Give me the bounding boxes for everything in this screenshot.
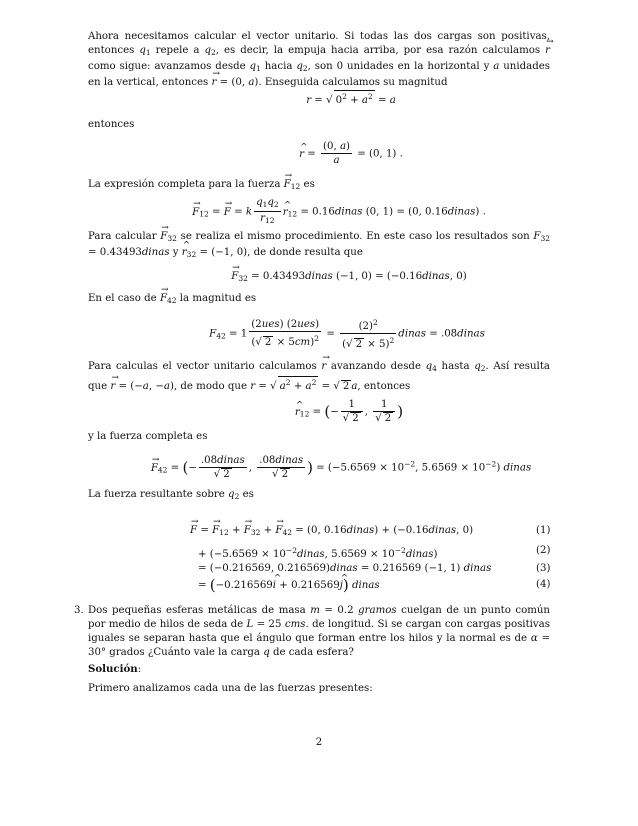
equation-r-magnitude: r = √ $0^2 + a^2 = a$: [306, 92, 396, 106]
equation-number-2: (2): [536, 545, 551, 556]
equation-line-1: → F = → $F_{12}$ + → $F_{32}$ + → $F_{42} = (0$, 0.16dinas) + (−0.16dinas, 0): [190, 524, 473, 540]
paragraph-force-complete: y la fuerza completa es: [88, 431, 208, 442]
paragraph-resultant: La fuerza resultante sobre $q_2$ es: [88, 489, 254, 501]
paragraph-unit-vector: Ahora necesitamos calcular el vector unitario. Si todas las dos cargas son positivas, entonces $q_1$ repele a $q_2$, es decir, la empuja hacia arriba, por esa razón calculamos → r como sigue: avanzamos desde $q_1$ hacia $q_2$, son 0 unidades en la horizontal y a unidades en la vertical, entonces → r = (0, a). Enseguida calculamos su magnitud: [88, 30, 550, 90]
equation-F42-vector: → $F_{42}$ = (− $\frac{\text{.08dinas}}{√ 2}$ , $\frac{\text{.08dinas}}{√ 2}$ ) = ($-5.6569 \times 10^{-2}$, $5.6569 \times 10^{-2}$) dinas: [0, 454, 638, 481]
paragraph-F32: Para calcular → $F_{32}$ se realiza el mismo procedimiento. En este caso los resultados son $F_{32}$ = 0.43493dinas y ^ $r_{32} = (-1$, 0), de donde resulta que: [88, 230, 550, 262]
equation-r12: ^ $r_{12}$ = (− $\frac{1}{√ 2}$ , $\frac{1}{√ 2}$ ): [0, 398, 638, 425]
problem-3-statement: Dos pequeñas esferas metálicas de masa m = 0.2 gramos cuelgan de un punto común por medio de hilos de seda de L = 25 cms. de longitud. Si se cargan con cargas positivas iguales se separan hasta que el ángulo que forman entre los hilos y la normal es de α = 30° grados ¿Cuánto vale la carga q de cada esfera?: [88, 605, 550, 658]
item-number: 3.: [74, 605, 84, 616]
solution-heading: Solución:: [88, 663, 142, 675]
page-number: 2: [315, 737, 323, 748]
equation-F12: → $F_{12}$ = → F = k $\frac{q_1q_2}{r_{12}}$ ^ $r_{12}$ = 0.16dinas (0, 1) = (0, 0.16dinas) .: [0, 196, 638, 227]
equation-number-1: (1): [536, 525, 551, 536]
equation-r-hat: ^ r = $\frac{(0, a)}{a}$ = (0, 1) .: [0, 140, 638, 167]
solution-label: Solución: [88, 663, 138, 675]
text-entonces: entonces: [88, 119, 135, 130]
paragraph-F42-intro: En el caso de → $F_{42}$ la magnitud es: [88, 292, 550, 308]
equation-F42-magnitude: $F_{42} = 1$ $\frac{\text{(2ues) (2ues)}}{(√ 2 \times 5cm)^2}$ = $\frac{(2)^2}{(√ 2 \times 5)^2}$ dinas = .08dinas: [209, 318, 485, 350]
equation-line-4: = (−0.216569^ i + 0.216569^ j) dinas: [198, 578, 380, 593]
equation-line-3: = (−0.216569, 0.216569)dinas = 0.216569 (−1, 1) dinas: [198, 563, 492, 574]
equation-line-2: + ($-5.6569 \times 10^{-2}dinas$, $5.6569 \times 10^{-2}dinas$): [198, 546, 438, 560]
equation-number-4: (4): [536, 579, 551, 590]
equation-F32: → $F_{32}$ = 0.43493dinas (−1, 0) = (−0.16dinas, 0): [0, 270, 638, 286]
equation-number-3: (3): [536, 563, 551, 574]
paragraph-r42: Para calculas el vector unitario calculamos → r avanzando desde $q_4$ hasta $q_2$. Así resulta que → r = (−a, −a), de modo que r = √ $a^2 + a^2$ = √ 2 a, entonces: [88, 360, 550, 394]
paragraph-forces: Primero analizamos cada una de las fuerzas presentes:: [88, 683, 373, 694]
paragraph-F12-intro: La expresión completa para la fuerza → $F_{12}$ es: [88, 178, 550, 194]
